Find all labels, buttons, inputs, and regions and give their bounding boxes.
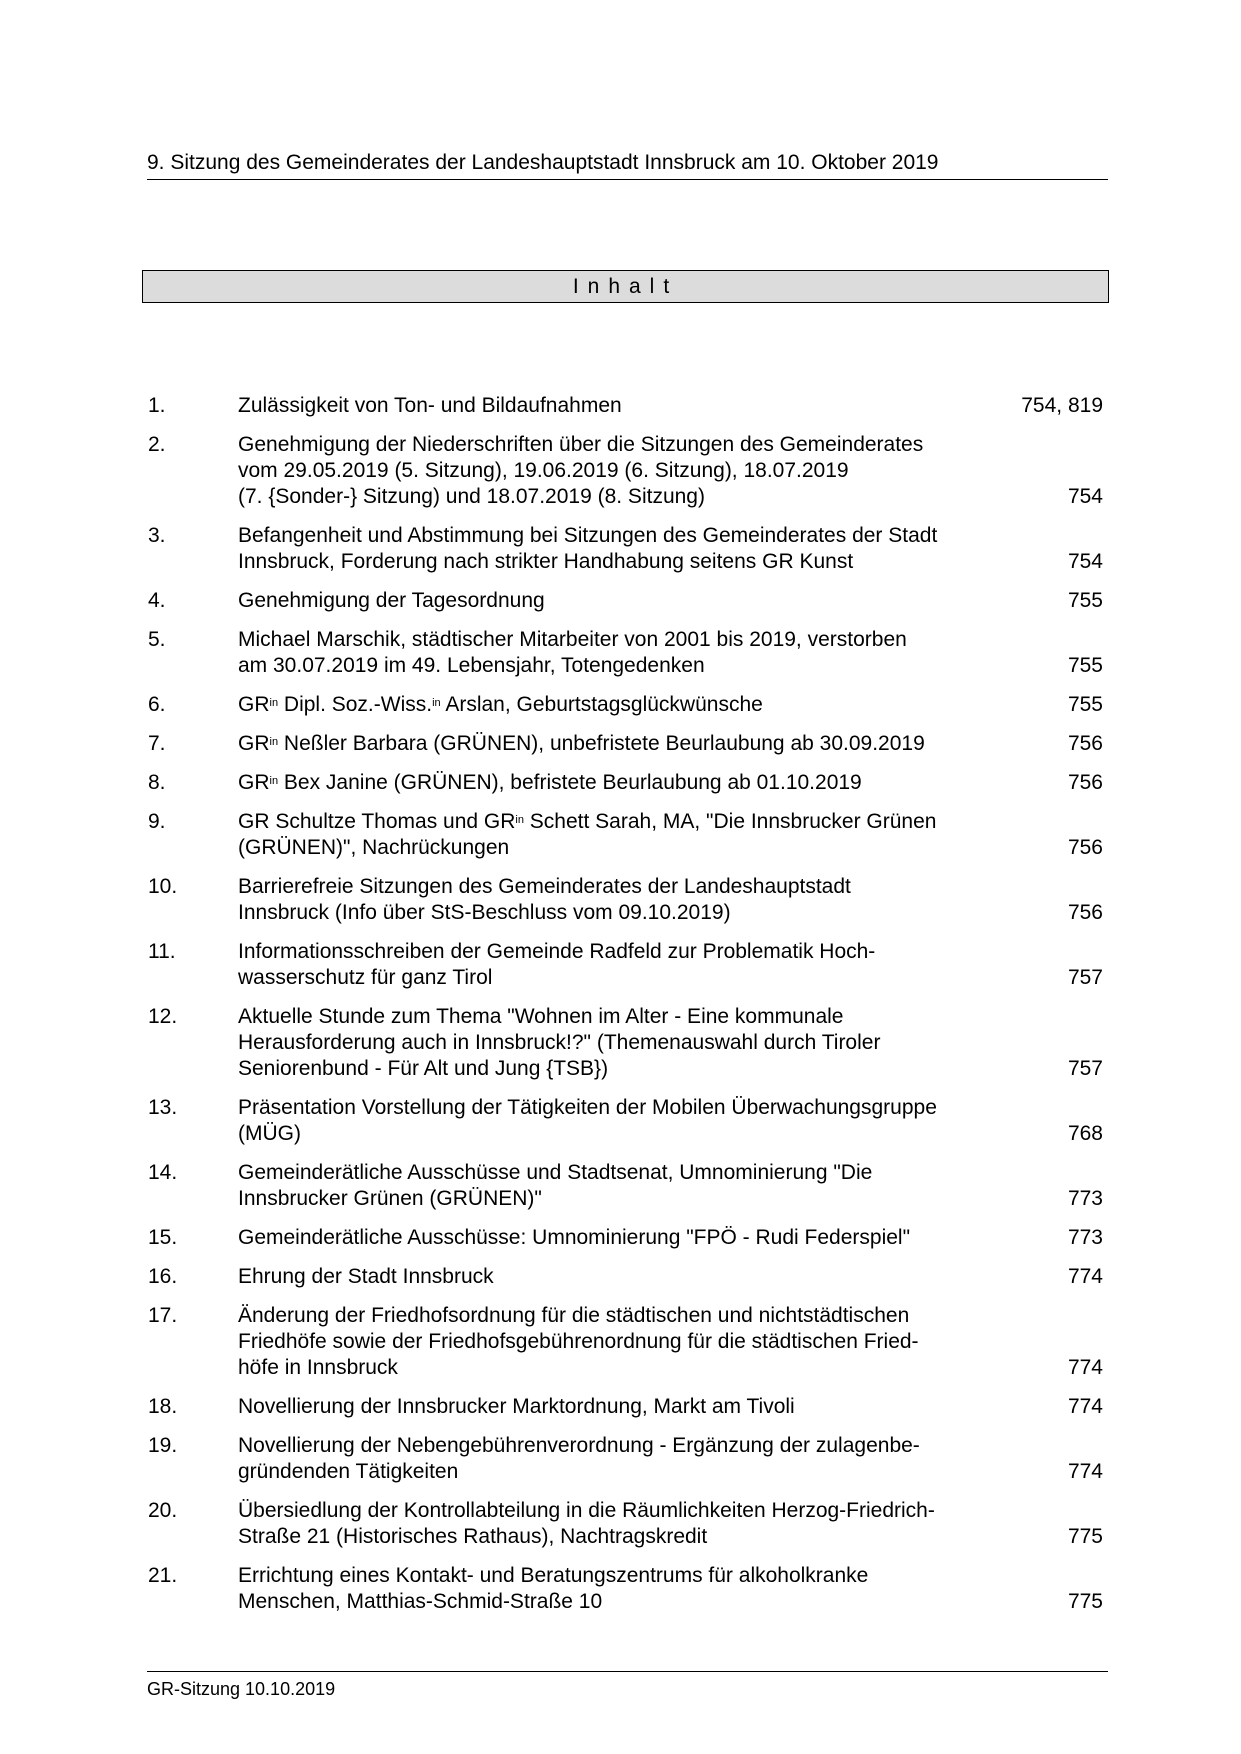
toc-item-number: 16. bbox=[148, 1265, 178, 1288]
toc-item bbox=[148, 588, 1106, 614]
toc-item-number: 5. bbox=[148, 628, 166, 651]
toc-item-page: 774 bbox=[1067, 1395, 1103, 1418]
toc-item-page: 773 bbox=[1067, 1226, 1103, 1249]
toc-item-title bbox=[238, 1498, 1008, 1550]
toc-item-title-line: Genehmigung der Tagesordnung bbox=[238, 589, 545, 612]
toc-item-number: 17. bbox=[148, 1304, 178, 1327]
toc-item-title-line: Novellierung der Nebengebührenverordnung - Ergänzung der zulagenbe- bbox=[238, 1434, 920, 1457]
toc-item-page: 755 bbox=[1067, 589, 1103, 612]
toc-item-page: 754 bbox=[1067, 550, 1103, 573]
toc-item-title bbox=[238, 874, 1008, 926]
toc-item-title-line: wasserschutz für ganz Tirol bbox=[238, 966, 493, 989]
toc-item-number: 21. bbox=[148, 1564, 178, 1587]
toc-item-title-line: $GR^{in}$ Neßler Barbara (GRÜNEN), unbefristete Beurlaubung ab 30.09.2019 bbox=[238, 732, 925, 755]
toc-item-number: 12. bbox=[148, 1005, 178, 1028]
toc-item-number: 13. bbox=[148, 1096, 178, 1119]
toc-item-number: 3. bbox=[148, 524, 166, 547]
toc-item-title-line: Novellierung der Innsbrucker Marktordnung, Markt am Tivoli bbox=[238, 1395, 795, 1418]
toc-item-title bbox=[238, 939, 1008, 991]
toc-item-page: 756 bbox=[1067, 836, 1103, 859]
toc-item-title-line: Seniorenbund - Für Alt und Jung {TSB}) bbox=[238, 1057, 609, 1080]
table-of-contents bbox=[148, 393, 1106, 1628]
toc-item-title-line: (MÜG) bbox=[238, 1122, 301, 1145]
toc-item-page: 757 bbox=[1067, 1057, 1103, 1080]
toc-item-page: 756 bbox=[1067, 901, 1103, 924]
toc-item-number: 4. bbox=[148, 589, 166, 612]
toc-item-page: 773 bbox=[1067, 1187, 1103, 1210]
toc-item-title bbox=[238, 588, 1008, 614]
toc-item bbox=[148, 731, 1106, 757]
toc-item bbox=[148, 1264, 1106, 1290]
toc-item-number: 2. bbox=[148, 433, 166, 456]
toc-item-page: 768 bbox=[1067, 1122, 1103, 1145]
toc-item-number: 20. bbox=[148, 1499, 178, 1522]
toc-item-page: 774 bbox=[1067, 1356, 1103, 1379]
toc-item-title-line: Befangenheit und Abstimmung bei Sitzungen des Gemeinderates der Stadt bbox=[238, 524, 938, 547]
toc-item-title-line: am 30.07.2019 im 49. Lebensjahr, Totengedenken bbox=[238, 654, 705, 677]
toc-item-title bbox=[238, 1160, 1008, 1212]
toc-item bbox=[148, 1433, 1106, 1485]
toc-item-title-line: $GR^{in}$ Bex Janine (GRÜNEN), befristete Beurlaubung ab 01.10.2019 bbox=[238, 771, 862, 794]
toc-item bbox=[148, 627, 1106, 679]
toc-item-title bbox=[238, 1225, 1008, 1251]
toc-item-title-line: Ehrung der Stadt Innsbruck bbox=[238, 1265, 494, 1288]
footer-text: GR-Sitzung 10.10.2019 bbox=[147, 1679, 336, 1699]
toc-item-title bbox=[238, 1563, 1008, 1615]
toc-item-title bbox=[238, 1264, 1008, 1290]
toc-item-title bbox=[238, 1095, 1008, 1147]
contents-heading: Inhalt bbox=[572, 275, 679, 298]
toc-item-title-line: Änderung der Friedhofsordnung für die städtischen und nichtstädtischen bbox=[238, 1304, 910, 1327]
toc-item bbox=[148, 1303, 1106, 1381]
toc-item-title-line: Gemeinderätliche Ausschüsse und Stadtsenat, Umnominierung "Die bbox=[238, 1161, 873, 1184]
toc-item-page: 754, 819 bbox=[1021, 394, 1103, 417]
toc-item-page: 756 bbox=[1067, 771, 1103, 794]
toc-item-title bbox=[238, 393, 1008, 419]
toc-item-page: 755 bbox=[1067, 693, 1103, 716]
toc-item bbox=[148, 432, 1106, 510]
header-text: 9. Sitzung des Gemeinderates der Landeshauptstadt Innsbruck am 10. Oktober 2019 bbox=[147, 151, 939, 174]
toc-item bbox=[148, 1004, 1106, 1082]
toc-item-title-line: (GRÜNEN)", Nachrückungen bbox=[238, 836, 510, 859]
toc-item-title-line: gründenden Tätigkeiten bbox=[238, 1460, 459, 1483]
toc-item-number: 18. bbox=[148, 1395, 178, 1418]
toc-item-title bbox=[238, 770, 1008, 796]
toc-item-title-line: $GR^{in}$ Dipl. Soz.-Wiss.$^{in}$ Arslan, Geburtstagsglückwünsche bbox=[238, 693, 763, 716]
toc-item-number: 1. bbox=[148, 394, 166, 417]
toc-item-title-line: GR Schultze Thomas und $GR^{in}$ Schett Sarah, MA, "Die Innsbrucker Grünen bbox=[238, 810, 937, 833]
toc-item-title-line: Errichtung eines Kontakt- und Beratungszentrums für alkoholkranke bbox=[238, 1564, 869, 1587]
toc-item-title bbox=[238, 1394, 1008, 1420]
toc-item-title-line: (7. {Sonder-} Sitzung) und 18.07.2019 (8. Sitzung) bbox=[238, 485, 705, 508]
toc-item-title-line: Präsentation Vorstellung der Tätigkeiten der Mobilen Überwachungsgruppe bbox=[238, 1096, 937, 1119]
toc-item-title-line: höfe in Innsbruck bbox=[238, 1356, 398, 1379]
toc-item-number: 8. bbox=[148, 771, 166, 794]
toc-item bbox=[148, 1563, 1106, 1615]
toc-item-page: 774 bbox=[1067, 1265, 1103, 1288]
toc-item-number: 6. bbox=[148, 693, 166, 716]
toc-item bbox=[148, 523, 1106, 575]
toc-item bbox=[148, 809, 1106, 861]
toc-item-page: 755 bbox=[1067, 654, 1103, 677]
toc-item-title-line: Innsbrucker Grünen (GRÜNEN)" bbox=[238, 1187, 542, 1210]
toc-item-title-line: Innsbruck, Forderung nach strikter Handhabung seitens GR Kunst bbox=[238, 550, 854, 573]
page-header bbox=[147, 148, 1108, 180]
toc-item-number: 11. bbox=[148, 940, 176, 963]
toc-item-number: 19. bbox=[148, 1434, 178, 1457]
toc-item-title-line: Friedhöfe sowie der Friedhofsgebührenordnung für die städtischen Fried- bbox=[238, 1330, 919, 1353]
toc-item-title bbox=[238, 1433, 1008, 1485]
toc-item-title-line: Herausforderung auch in Innsbruck!?" (Themenauswahl durch Tiroler bbox=[238, 1031, 881, 1054]
toc-item-page: 775 bbox=[1067, 1590, 1103, 1613]
toc-item-page: 756 bbox=[1067, 732, 1103, 755]
toc-item-title-line: Genehmigung der Niederschriften über die Sitzungen des Gemeinderates bbox=[238, 433, 924, 456]
toc-item-number: 7. bbox=[148, 732, 166, 755]
toc-item-title-line: Gemeinderätliche Ausschüsse: Umnominierung "FPÖ - Rudi Federspiel" bbox=[238, 1226, 911, 1249]
toc-item-title-line: Innsbruck (Info über StS-Beschluss vom 09.10.2019) bbox=[238, 901, 731, 924]
contents-heading-box bbox=[142, 270, 1109, 303]
toc-item-title bbox=[238, 731, 1008, 757]
toc-item-number: 14. bbox=[148, 1161, 178, 1184]
toc-item bbox=[148, 874, 1106, 926]
toc-item-title-line: Aktuelle Stunde zum Thema "Wohnen im Alter - Eine kommunale bbox=[238, 1005, 844, 1028]
toc-item bbox=[148, 393, 1106, 419]
toc-item-title-line: Barrierefreie Sitzungen des Gemeinderates der Landeshauptstadt bbox=[238, 875, 851, 898]
toc-item-number: 9. bbox=[148, 810, 166, 833]
toc-item-title bbox=[238, 432, 1008, 510]
toc-item-title bbox=[238, 1004, 1008, 1082]
toc-item-page: 775 bbox=[1067, 1525, 1103, 1548]
toc-item-title bbox=[238, 809, 1008, 861]
toc-item-title bbox=[238, 1303, 1008, 1381]
toc-item bbox=[148, 770, 1106, 796]
toc-item-page: 774 bbox=[1067, 1460, 1103, 1483]
toc-item bbox=[148, 1498, 1106, 1550]
toc-item-title-line: Michael Marschik, städtischer Mitarbeiter von 2001 bis 2019, verstorben bbox=[238, 628, 907, 651]
toc-item bbox=[148, 1394, 1106, 1420]
toc-item-title-line: Zulässigkeit von Ton- und Bildaufnahmen bbox=[238, 394, 622, 417]
toc-item bbox=[148, 1225, 1106, 1251]
page-footer bbox=[147, 1671, 1108, 1700]
toc-item bbox=[148, 692, 1106, 718]
toc-item bbox=[148, 1160, 1106, 1212]
toc-item-title-line: Informationsschreiben der Gemeinde Radfeld zur Problematik Hoch- bbox=[238, 940, 876, 963]
toc-item bbox=[148, 1095, 1106, 1147]
toc-item-title-line: Straße 21 (Historisches Rathaus), Nachtragskredit bbox=[238, 1525, 708, 1548]
toc-item-title bbox=[238, 692, 1008, 718]
toc-item-number: 10. bbox=[148, 875, 178, 898]
toc-item bbox=[148, 939, 1106, 991]
toc-item-number: 15. bbox=[148, 1226, 178, 1249]
toc-item-page: 757 bbox=[1067, 966, 1103, 989]
toc-item-title bbox=[238, 627, 1008, 679]
toc-item-page: 754 bbox=[1067, 485, 1103, 508]
toc-item-title-line: Übersiedlung der Kontrollabteilung in die Räumlichkeiten Herzog-Friedrich- bbox=[238, 1499, 935, 1522]
toc-item-title-line: Menschen, Matthias-Schmid-Straße 10 bbox=[238, 1590, 603, 1613]
toc-item-title bbox=[238, 523, 1008, 575]
toc-item-title-line: vom 29.05.2019 (5. Sitzung), 19.06.2019 (6. Sitzung), 18.07.2019 bbox=[238, 459, 849, 482]
